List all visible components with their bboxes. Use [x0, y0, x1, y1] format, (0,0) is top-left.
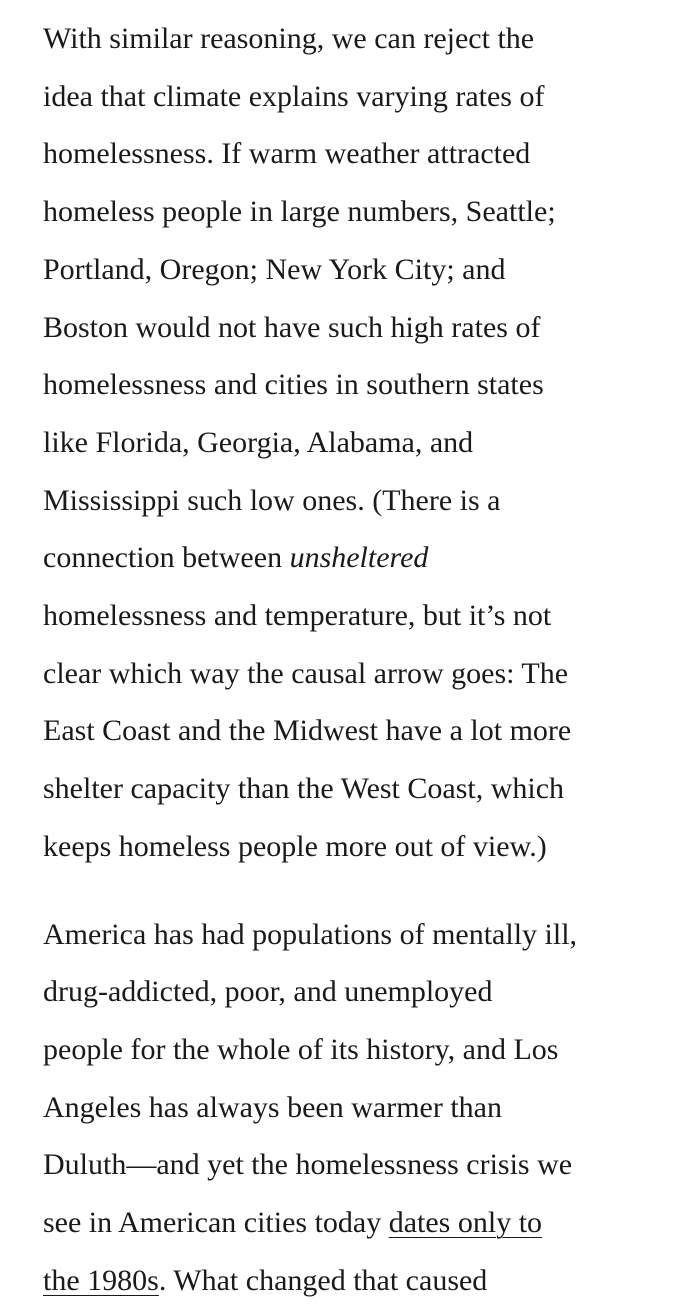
text-segment: connection between	[43, 541, 290, 575]
article-body	[43, 10, 663, 1309]
text-line	[43, 529, 663, 587]
paragraph-history	[43, 906, 663, 1309]
text-line: keeps homeless people more out of view.)	[43, 829, 547, 863]
text-line: clear which way the causal arrow goes: The	[43, 656, 569, 690]
text-line: idea that climate explains varying rates of	[43, 79, 545, 113]
text-line: Duluth—and yet the homelessness crisis we	[43, 1148, 573, 1182]
text-line: Mississippi such low ones. (There is a	[43, 483, 501, 517]
text-line: Angeles has always been warmer than	[43, 1090, 502, 1124]
text-line	[43, 1252, 663, 1309]
text-line: America has had populations of mentally ill,	[43, 917, 578, 951]
text-line: Boston would not have such high rates of	[43, 310, 541, 344]
text-line: homelessness and temperature, but it’s not	[43, 599, 552, 633]
link-dates-1980s[interactable]: dates only to	[388, 1206, 543, 1240]
text-line: With similar reasoning, we can reject the	[43, 22, 535, 55]
text-line: homeless people in large numbers, Seattle;	[43, 195, 556, 229]
text-line: like Florida, Georgia, Alabama, and	[43, 425, 474, 459]
text-segment: . What changed that caused	[158, 1263, 488, 1297]
text-line: shelter capacity than the West Coast, which	[43, 772, 565, 806]
link-dates-1980s-continued[interactable]: the 1980s	[43, 1263, 159, 1297]
text-segment: see in American cities today	[43, 1206, 389, 1240]
text-line: drug-addicted, poor, and unemployed	[43, 975, 493, 1009]
text-line	[43, 1194, 663, 1252]
paragraph-climate	[43, 10, 663, 876]
text-line: East Coast and the Midwest have a lot more	[43, 714, 572, 748]
text-line: Portland, Oregon; New York City; and	[43, 252, 506, 286]
text-line: homelessness and cities in southern states	[43, 368, 544, 402]
emphasized-word: unsheltered	[289, 541, 429, 575]
text-line: homelessness. If warm weather attracted	[43, 137, 531, 171]
text-line: people for the whole of its history, and Los	[43, 1032, 559, 1066]
